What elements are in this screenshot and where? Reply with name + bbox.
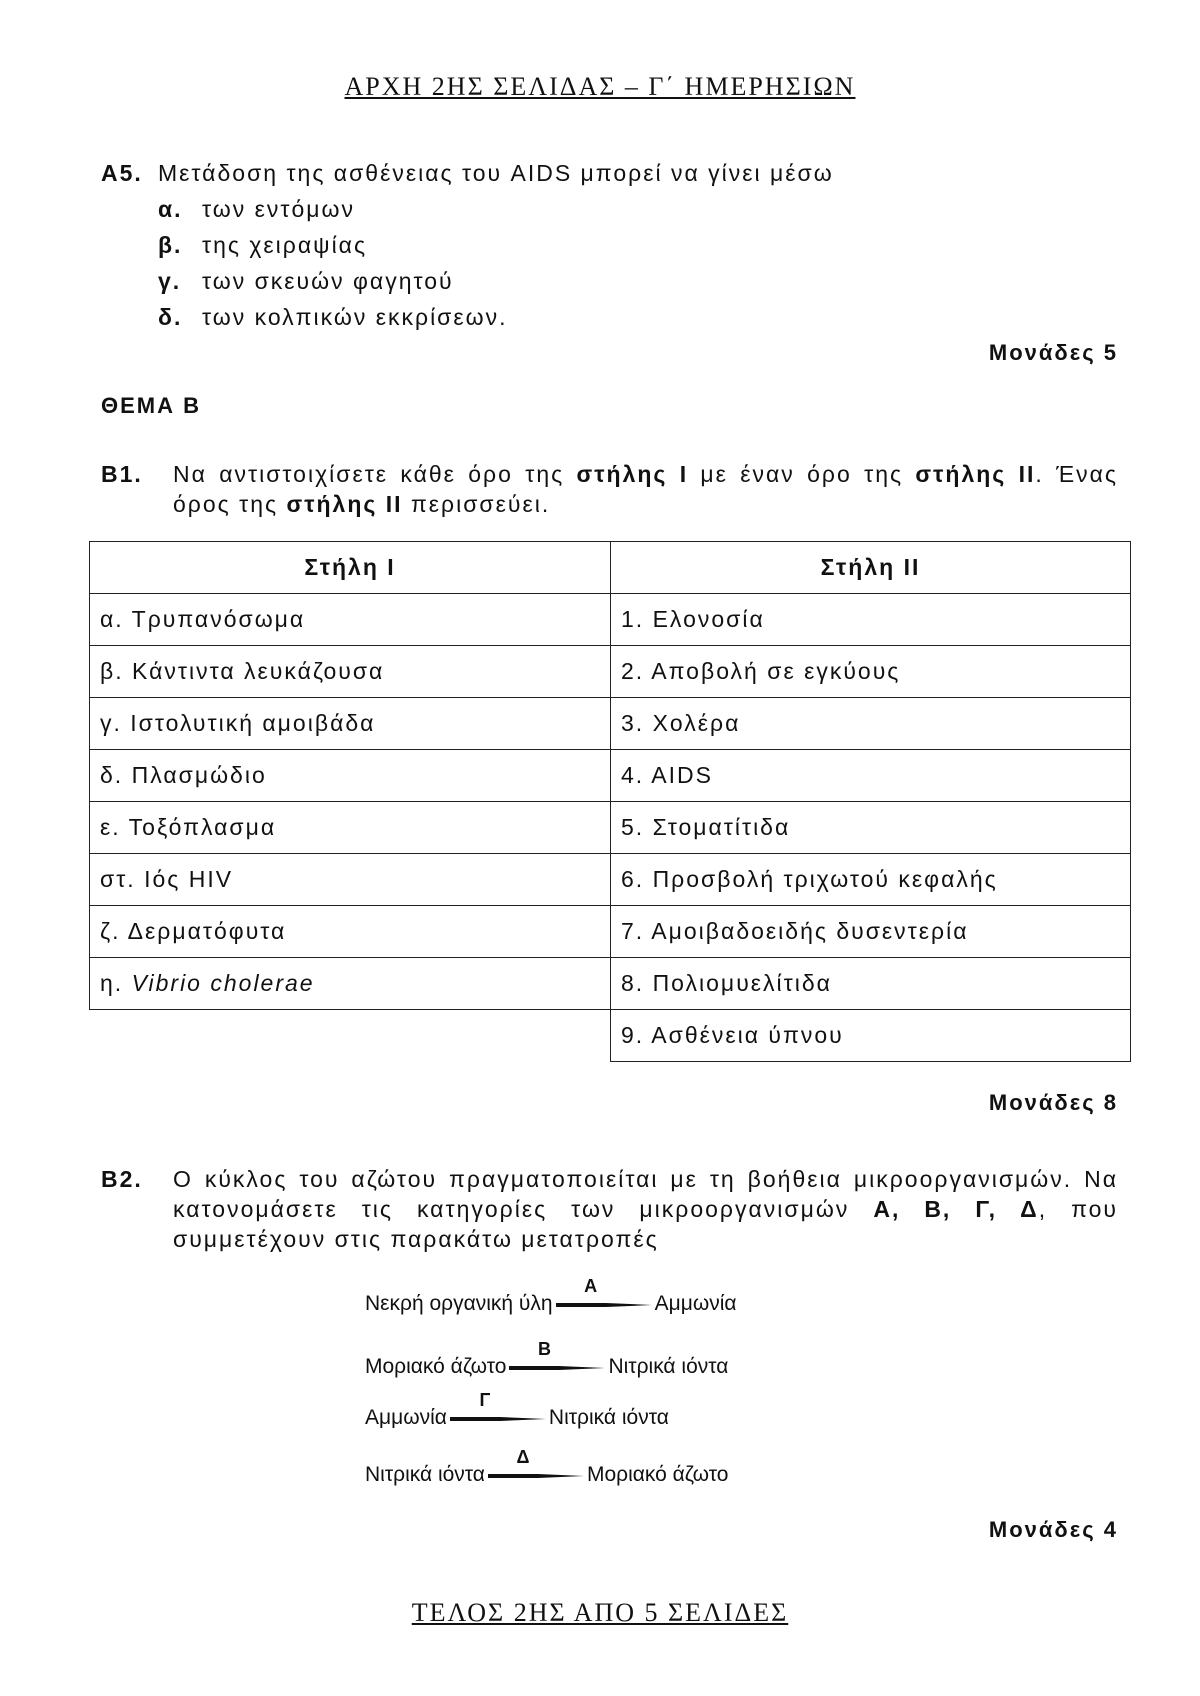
- conversion-to: Νιτρικά ιόντα: [548, 1406, 669, 1429]
- cell-text: Τρυπανόσωμα: [131, 606, 306, 632]
- cell-prefix: α.: [100, 606, 124, 632]
- arrow-icon: [488, 1447, 584, 1487]
- arrow-label: Β: [537, 1339, 551, 1359]
- a5-option-d: [158, 304, 507, 331]
- b2-text-part: , που συμμετέχουν στις παρακάτω μετατροπές: [173, 1196, 1118, 1252]
- arrow-icon: [509, 1339, 605, 1379]
- table-row: [90, 958, 1131, 1010]
- b1-bold-part: στήλης Ι: [576, 461, 689, 487]
- cell-prefix: στ.: [100, 866, 136, 892]
- empty-cell: [90, 1010, 611, 1062]
- arrow-label: Α: [584, 1276, 598, 1296]
- table-header-row: [90, 542, 1131, 594]
- a5-option-c: [158, 268, 454, 295]
- conversion-from: Μοριακό άζωτο: [365, 1355, 507, 1378]
- column-1-cell: [90, 906, 611, 958]
- column-2-cell: 9. Ασθένεια ύπνου: [611, 1010, 1131, 1062]
- column-2-cell: 4. AIDS: [611, 750, 1131, 802]
- option-text: των εντόμων: [202, 196, 355, 222]
- b2-bold-part: Α, Β, Γ, Δ: [873, 1196, 1039, 1222]
- option-letter: γ.: [158, 268, 182, 294]
- table-row: [90, 906, 1131, 958]
- option-text: της χειραψίας: [202, 232, 368, 258]
- column-2-cell: 8. Πολιομυελίτιδα: [611, 958, 1131, 1010]
- question-b2-label: Β2.: [101, 1166, 143, 1192]
- a5-marks: Μονάδες 5: [988, 340, 1118, 365]
- conversion-from: Αμμωνία: [365, 1406, 447, 1429]
- question-b1-label: Β1.: [101, 461, 143, 487]
- column-1-cell: [90, 750, 611, 802]
- table-row: [90, 646, 1131, 698]
- column-1-cell: [90, 594, 611, 646]
- page-header: ΑΡΧΗ 2ΗΣ ΣΕΛΙΔΑΣ – Γ΄ ΗΜΕΡΗΣΙΩΝ: [344, 72, 856, 101]
- cell-text: Πλασμώδιο: [131, 762, 267, 788]
- option-letter: β.: [158, 232, 183, 258]
- table-row: [90, 698, 1131, 750]
- question-a5-label: Α5.: [101, 160, 143, 186]
- arrow-icon: [450, 1390, 546, 1430]
- conversion-to: Μοριακό άζωτο: [586, 1463, 729, 1486]
- section-title-theme-b: ΘΕΜΑ Β: [101, 393, 201, 418]
- column-1-cell: [90, 646, 611, 698]
- column-2-cell: 3. Χολέρα: [611, 698, 1131, 750]
- b1-text-part: περισσεύει.: [410, 491, 551, 517]
- cell-prefix: δ.: [100, 762, 124, 788]
- a5-option-a: [158, 196, 355, 223]
- b1-bold-part: στήλης ΙΙ: [915, 461, 1036, 487]
- cell-text: Ιός HIV: [144, 866, 234, 892]
- question-b1-text: [173, 459, 1118, 519]
- matching-table: [89, 541, 1131, 1062]
- conversion-row-d: [365, 1447, 729, 1487]
- cell-prefix: η.: [100, 970, 124, 996]
- cell-prefix: ε.: [100, 814, 121, 840]
- conversion-from: Νιτρικά ιόντα: [365, 1463, 485, 1486]
- cell-text: Δερματόφυτα: [127, 918, 287, 944]
- arrow-label: Γ: [479, 1390, 491, 1410]
- a5-option-b: [158, 232, 367, 259]
- conversion-row-c: [365, 1390, 669, 1430]
- column-1-cell: [90, 802, 611, 854]
- conversion-to: Νιτρικά ιόντα: [608, 1355, 729, 1378]
- option-letter: δ.: [158, 304, 183, 330]
- arrow-label: Δ: [516, 1447, 530, 1467]
- cell-text: Τοξόπλασμα: [128, 814, 277, 840]
- conversion-row-b: [365, 1339, 729, 1379]
- cell-prefix: γ.: [100, 710, 122, 736]
- option-text: των σκευών φαγητού: [202, 268, 454, 294]
- column-1-cell: [90, 698, 611, 750]
- cell-text: Κάντιντα λευκάζουσα: [132, 658, 385, 684]
- table-row: [90, 1010, 1131, 1062]
- conversion-to: Αμμωνία: [654, 1292, 737, 1315]
- conversion-row-a: [365, 1276, 737, 1316]
- column-1-cell: [90, 958, 611, 1010]
- column-header-1: Στήλη Ι: [90, 542, 611, 594]
- b1-bold-part: στήλης ΙΙ: [286, 491, 403, 517]
- column-1-cell: [90, 854, 611, 906]
- b1-marks: Μονάδες 8: [988, 1090, 1118, 1115]
- b1-text-part: Να αντιστοιχίσετε κάθε όρο της: [173, 461, 565, 487]
- cell-prefix: β.: [100, 658, 124, 684]
- b1-text-part: . Ένας όρος της: [173, 461, 1118, 517]
- option-letter: α.: [158, 196, 183, 222]
- b2-marks: Μονάδες 4: [988, 1517, 1118, 1542]
- cell-text: Ιστολυτική αμοιβάδα: [130, 710, 376, 736]
- b1-text-part: με έναν όρο της: [700, 461, 904, 487]
- table-row: [90, 594, 1131, 646]
- b2-text-part: Ο κύκλος του αζώτου πραγματοποιείται με τη βοήθεια μικροοργανισμών. Να κατονομάσετε τις κατηγορίες των μικροοργανισμών: [173, 1166, 1118, 1222]
- column-2-cell: 2. Αποβολή σε εγκύους: [611, 646, 1131, 698]
- table-row: [90, 802, 1131, 854]
- option-text: των κολπικών εκκρίσεων.: [202, 304, 508, 330]
- conversion-from: Νεκρή οργανική ύλη: [365, 1292, 553, 1315]
- column-2-cell: 6. Προσβολή τριχωτού κεφαλής: [611, 854, 1131, 906]
- question-b2-text: [173, 1164, 1118, 1254]
- table-row: [90, 750, 1131, 802]
- question-a5-text: Μετάδοση της ασθένειας του AIDS μπορεί να γίνει μέσω: [158, 160, 834, 186]
- column-header-2: Στήλη ΙΙ: [611, 542, 1131, 594]
- arrow-icon: [556, 1276, 652, 1316]
- column-2-cell: 1. Ελονοσία: [611, 594, 1131, 646]
- page-footer: ΤΕΛΟΣ 2ΗΣ ΑΠΟ 5 ΣΕΛΙΔΕΣ: [411, 1598, 789, 1627]
- cell-prefix: ζ.: [100, 918, 121, 944]
- cell-text: Vibrio cholerae: [131, 970, 315, 996]
- column-2-cell: 7. Αμοιβαδοειδής δυσεντερία: [611, 906, 1131, 958]
- table-row: [90, 854, 1131, 906]
- column-2-cell: 5. Στοματίτιδα: [611, 802, 1131, 854]
